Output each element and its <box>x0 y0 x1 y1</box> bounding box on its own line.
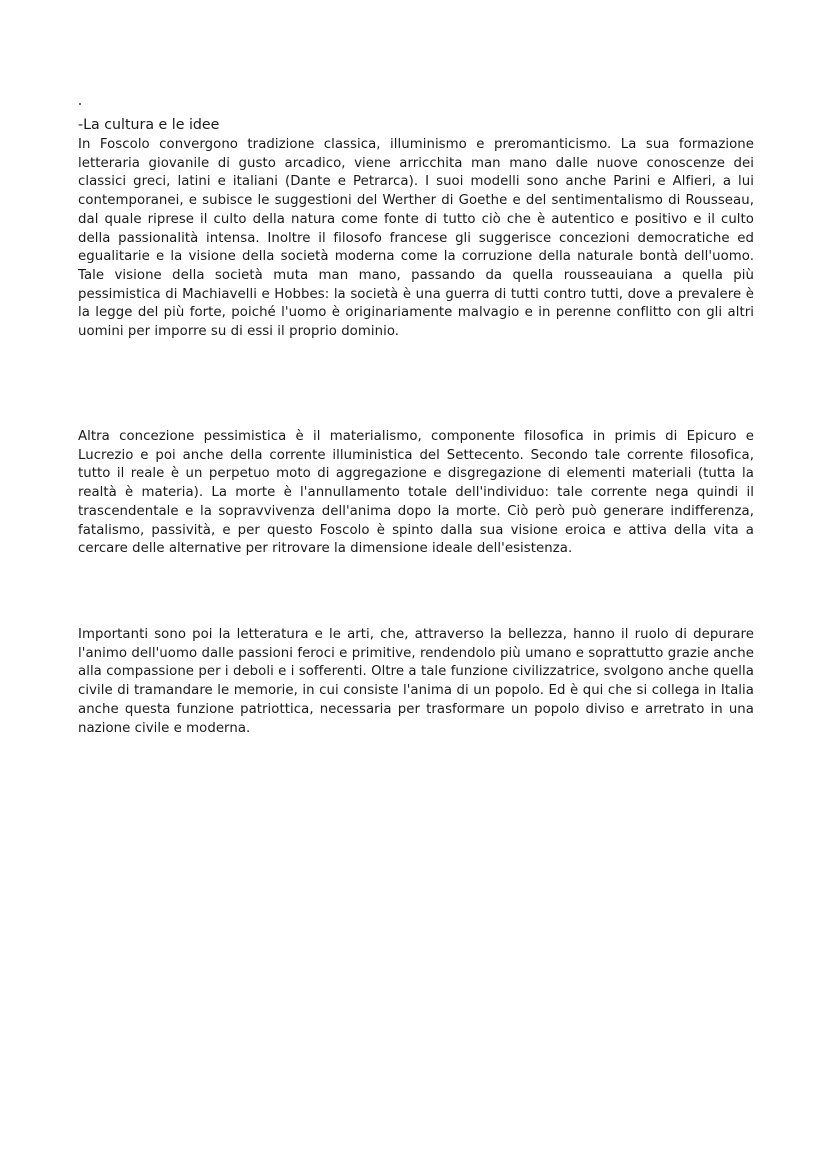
section-heading: -La cultura e le idee <box>78 117 220 133</box>
paragraph-materialism: Altra concezione pessimistica è il materialismo, componente filosofica in primis di Epicuro e Lucrezio e poi anche della corrente illuministica del Settecento. Secondo tale corrente filosofica, tutto il reale è un perpetuo moto di aggregazione e disgregazione di elementi materiali (tutta la realtà è materia). La morte è l'annullamento totale dell'individuo: tale corrente nega quindi il trascendentale e la sopravvivenza dell'anima dopo la morte. Ciò però può generare indifferenza, fatalismo, passività, e per questo Foscolo è spinto dalla sua visione eroica e attiva della vita a cercare delle alternative per ritrovare la dimensione ideale dell'esistenza. <box>78 429 754 557</box>
pen-dot-mark <box>79 103 81 105</box>
paragraph-literature-arts: Importanti sono poi la letteratura e le arti, che, attraverso la bellezza, hanno il ruolo di depurare l'animo dell'uomo dalle passioni feroci e primitive, rendendolo più umano e soprattutto grazie anche alla compassione per i deboli e i sofferenti. Oltre a tale funzione civilizzatrice, svolgono anche quella civile di tramandare le memorie, in cui consiste l'anima di un popolo. Ed è qui che si collega in Italia anche questa funzione patriottica, necessaria per trasformare un popolo diviso e arretrato in una nazione civile e moderna. <box>78 627 754 736</box>
paragraph-influences: In Foscolo convergono tradizione classica, illuminismo e preromanticismo. La sua formazione letteraria giovanile di gusto arcadico, viene arricchita man mano dalle nuove conoscenze dei classici greci, latini e italiani (Dante e Petrarca). I suoi modelli sono anche Parini e Alfieri, a lui contemporanei, e subisce le suggestioni del Werther di Goethe e del sentimentalismo di Rousseau, dal quale riprese il culto della natura come fonte di tutto ciò che è autentico e positivo e il culto della passionalità intensa. Inoltre il filosofo francese gli suggerisce concezioni democratiche ed egualitarie e la visione della società moderna come la corruzione della naturale bontà dell'uomo. Tale visione della società muta man mano, passando da quella rousseauiana a quella più pessimistica di Machiavelli e Hobbes: la società è una guerra di tutti contro tutti, dove a prevalere è la legge del più forte, poiché l'uomo è originariamente malvagio e in perenne conflitto con gli altri uomini per imporre su di essi il proprio dominio. <box>78 137 754 340</box>
